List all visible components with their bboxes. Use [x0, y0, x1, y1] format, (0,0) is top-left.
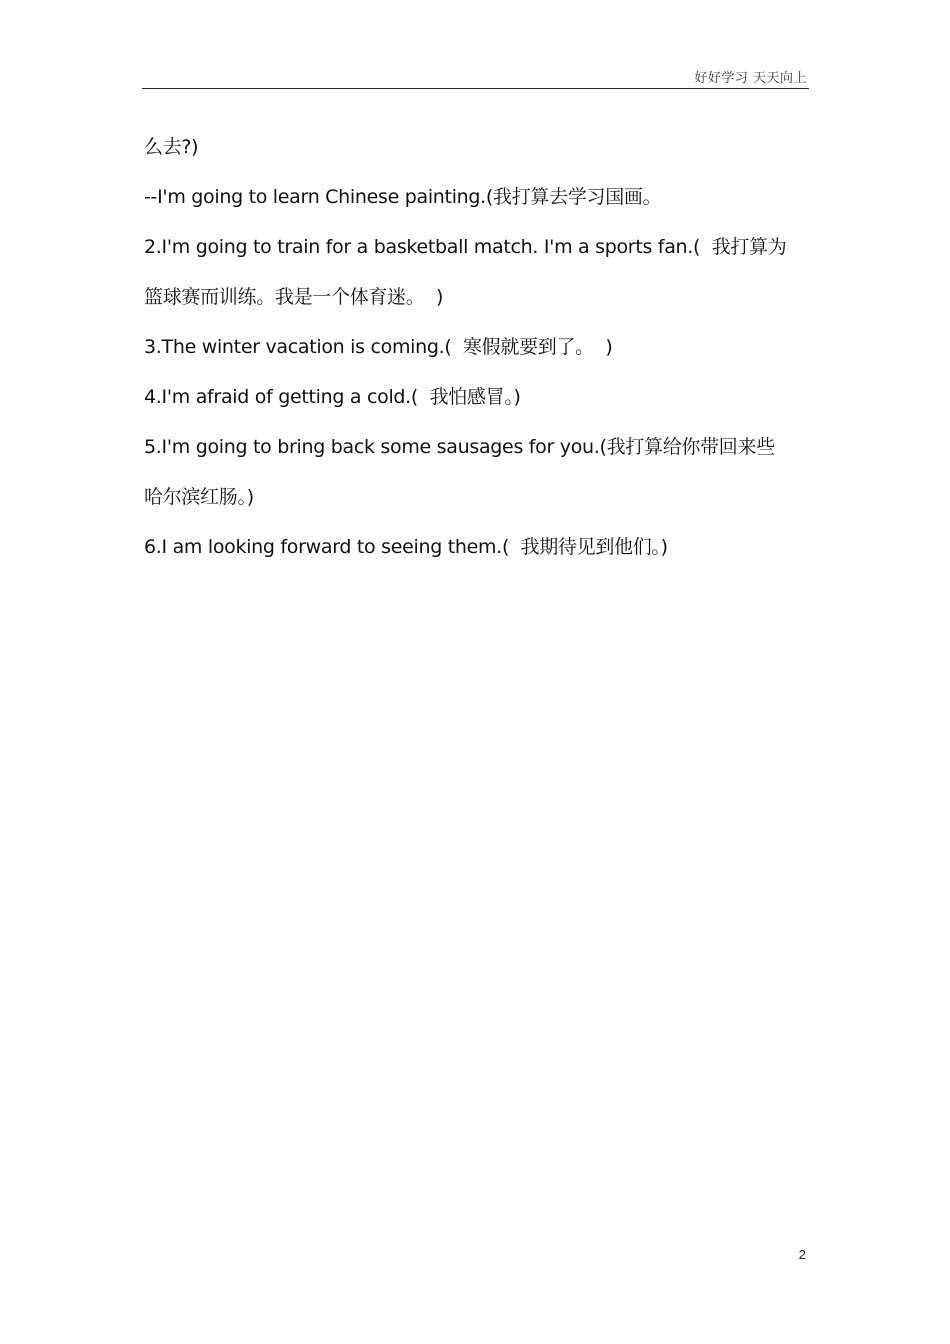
- text-line-9: 6.I am looking forward to seeing them.( 我期待见到他们。): [144, 536, 668, 558]
- header-motto: 好好学习 天天向上: [694, 71, 807, 86]
- text-line-1: 么去?): [144, 136, 199, 158]
- text-line-5: 3.The winter vacation is coming.( 寒假就要到了。 ): [144, 336, 613, 358]
- text-line-6: 4.I'm afraid of getting a cold.( 我怕感冒。): [144, 386, 521, 408]
- page-header: [142, 66, 809, 89]
- text-line-3: 2.I'm going to train for a basketball match. I'm a sports fan.( 我打算为: [144, 236, 787, 258]
- text-line-4: 篮球赛而训练。我是一个体育迷。 ): [144, 286, 444, 308]
- text-line-8: 哈尔滨红肠。): [144, 486, 254, 508]
- page-number: 2: [798, 1247, 806, 1262]
- text-line-2: --I'm going to learn Chinese painting.(我打算去学习国画。: [144, 186, 662, 208]
- text-line-7: 5.I'm going to bring back some sausages for you.(我打算给你带回来些: [144, 436, 775, 458]
- document-body: [144, 122, 814, 572]
